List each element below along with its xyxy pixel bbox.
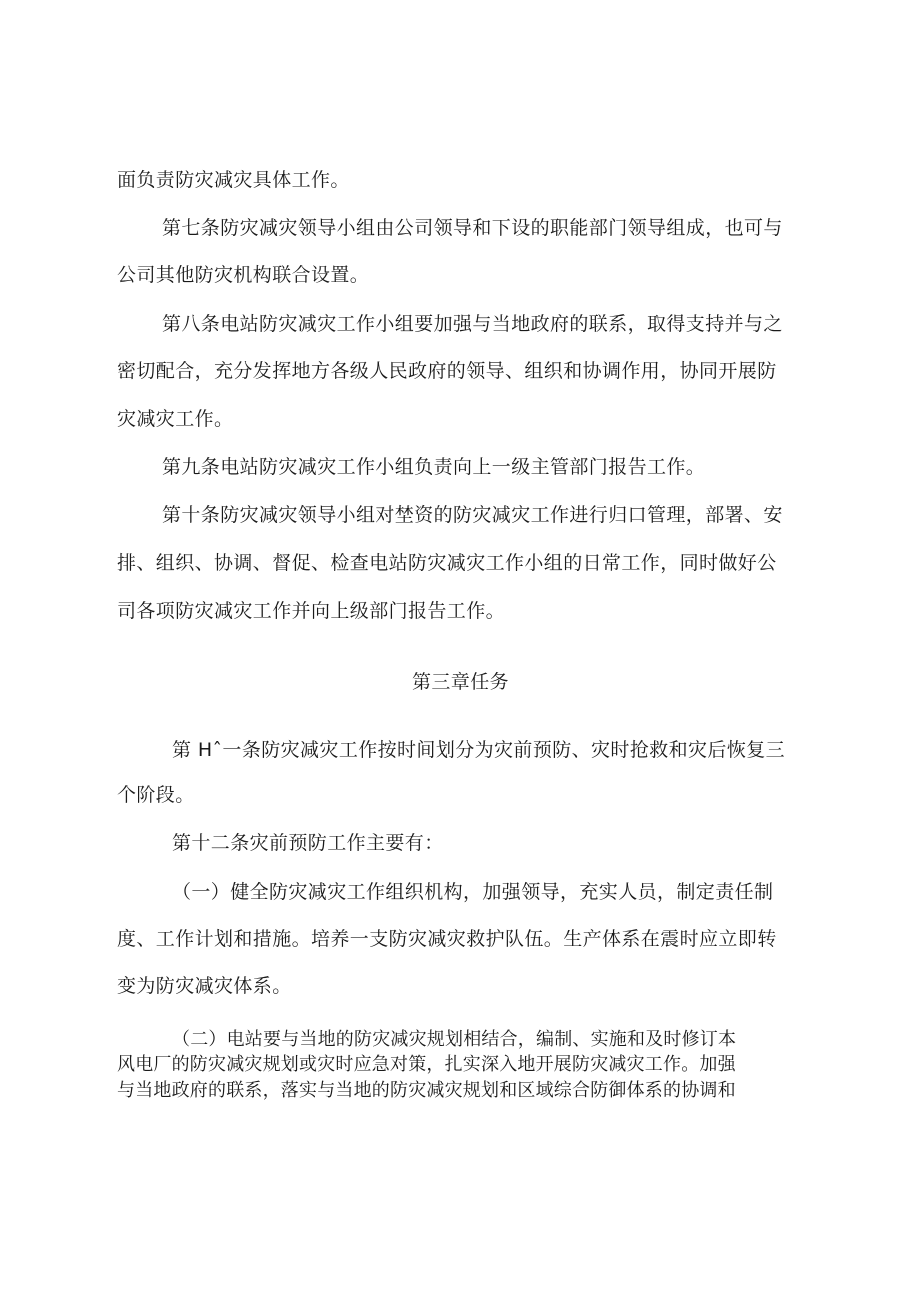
text-line: 灾减灾工作。 <box>117 408 234 430</box>
text-line: 变为防灾减灾体系。 <box>117 975 292 997</box>
text-line: 与当地政府的联系，落实与当地的防灾减灾规划和区域综合防御体系的协调和 <box>117 1080 736 1101</box>
chapter-heading: 第三章任务 <box>412 671 510 693</box>
article-11-line: 第 Hˆ一条防灾减灾工作按时间划分为灾前预防、灾时抢救和灾后恢复三 <box>172 739 786 761</box>
item-1-line: （一）健全防灾减灾工作组织机构，加强领导，充实人员，制定责任制 <box>172 881 774 903</box>
text-line: 密切配合，充分发挥地方各级人民政府的领导、组织和协调作用，协同开展防 <box>117 360 777 382</box>
article-8-line: 第八条电站防灾减灾工作小组要加强与当地政府的联系，取得支持并与之 <box>162 313 783 335</box>
text-line: 公司其他防灾机构联合设置。 <box>117 264 370 286</box>
text-line: 排、组织、协调、督促、检查电站防灾减灾工作小组的日常工作，同时做好公 <box>117 552 777 574</box>
text-line: 风电厂的防灾减灾规划或灾时应急对策，扎实深入地开展防灾减灾工作。加强 <box>117 1054 736 1075</box>
article-10-line: 第十条防灾减灾领导小组对埜资的防灾减灾工作进行归口管理，部署、安 <box>162 504 783 526</box>
article-12-line: 第十二条灾前预防工作主要有： <box>172 832 444 854</box>
item-2-line: （二）电站要与当地的防灾减灾规划相结合，编制、实施和及时修订本 <box>172 1029 737 1050</box>
text-line: 度、工作计划和措施。培养一支防灾减灾救护队伍。生产体系在震时应立即转 <box>117 928 777 950</box>
text-line: 面负责防灾减灾具体工作。 <box>117 169 350 191</box>
text-line: 个阶段。 <box>117 784 195 806</box>
article-9-line: 第九条电站防灾减灾工作小组负责向上一级主管部门报告工作。 <box>162 456 706 478</box>
article-7-line: 第七条防灾减灾领导小组由公司领导和下设的职能部门领导组成，也可与 <box>162 217 783 239</box>
text-line: 司各项防灾减灾工作并向上级部门报告工作。 <box>117 600 506 622</box>
